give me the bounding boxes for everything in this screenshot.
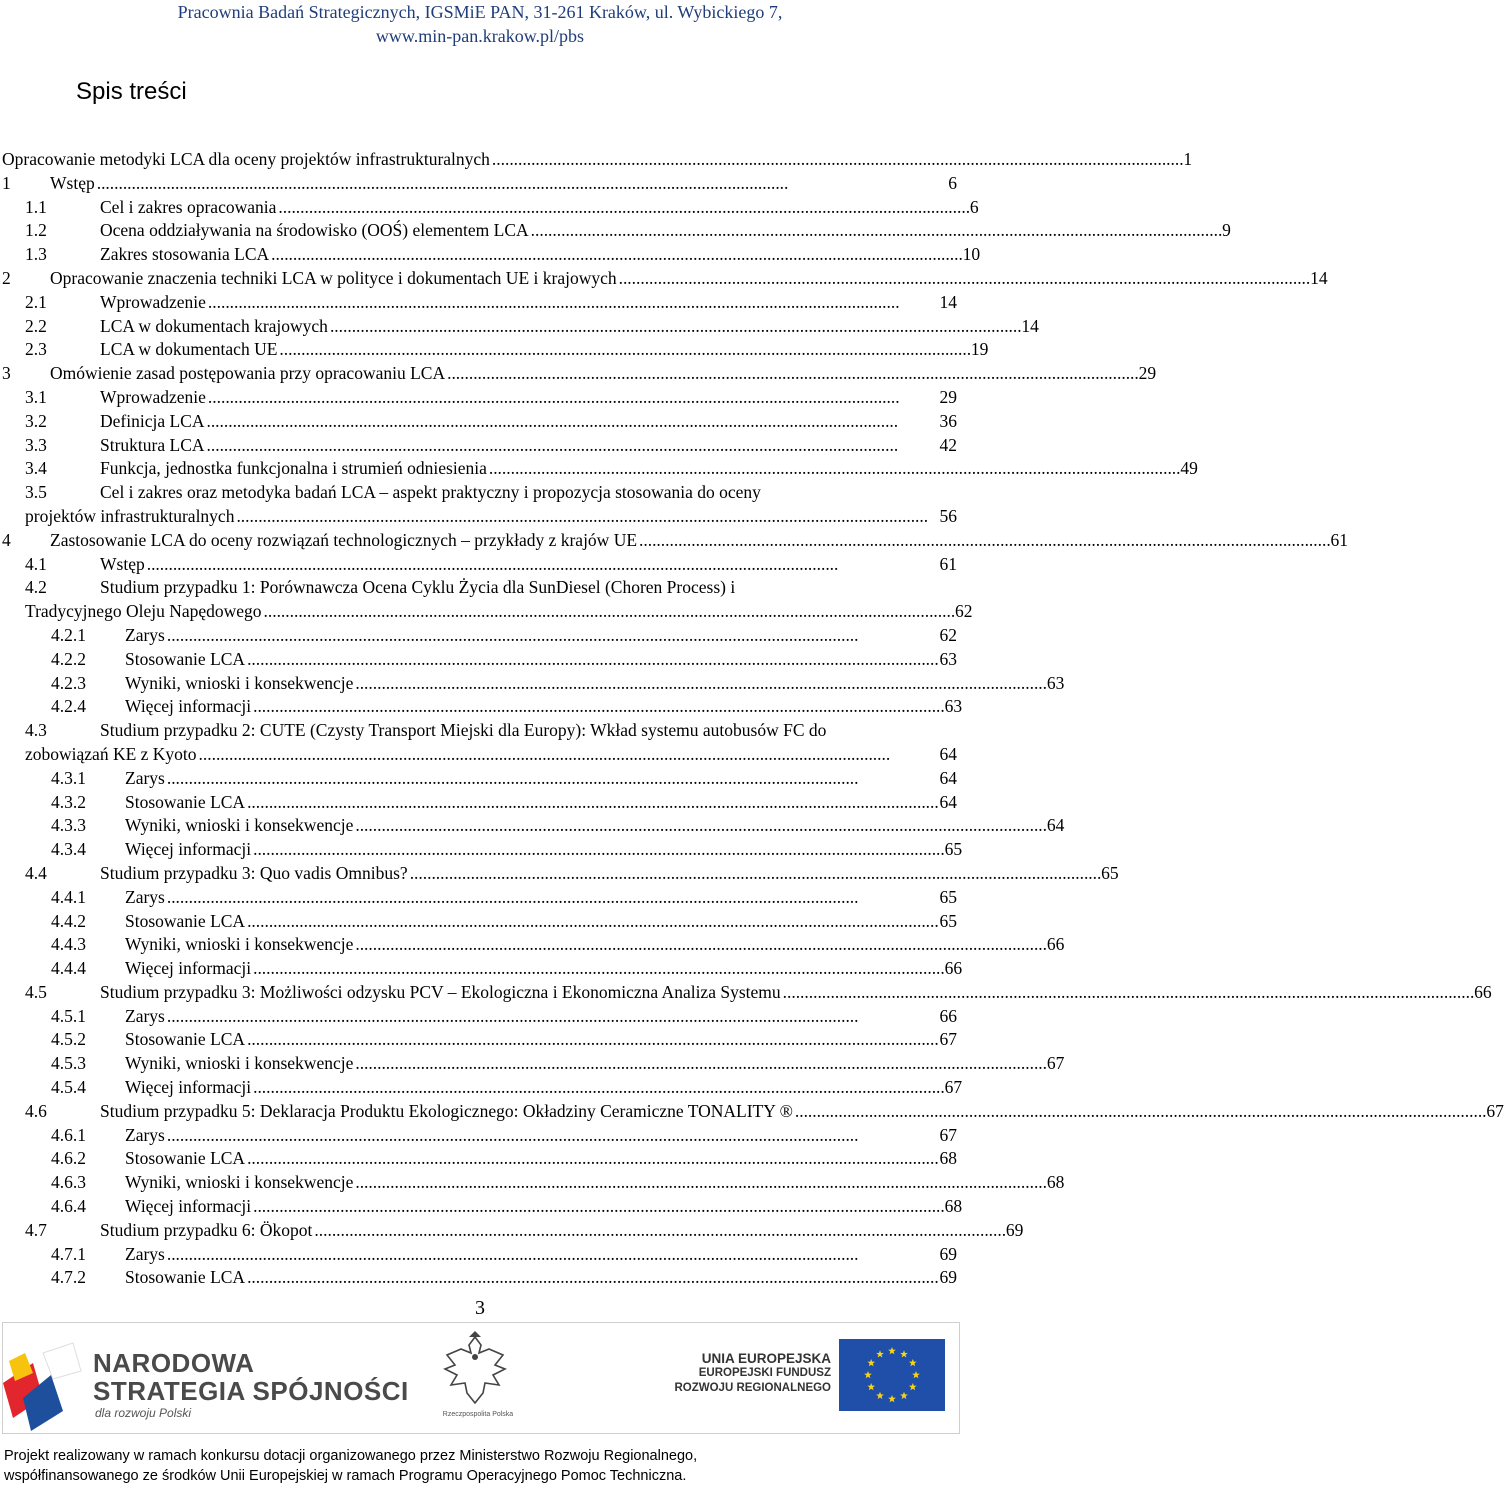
toc-entry[interactable] <box>0 862 1119 886</box>
toc-entry[interactable] <box>0 243 981 267</box>
toc-entry-line <box>0 743 960 767</box>
toc-entry-text: Wyniki, wnioski i konsekwencje <box>125 934 354 955</box>
footer-line-2: współfinansowanego ze środków Unii Europejskiej w ramach Programu Operacyjnego Pomoc Techniczna. <box>4 1468 687 1484</box>
toc-entry-number: 4.2 <box>25 577 47 598</box>
toc-entry-number: 4.3.3 <box>51 815 86 836</box>
toc-entry[interactable] <box>0 148 1193 172</box>
toc-entry-number: 3.5 <box>25 482 47 503</box>
toc-entry[interactable] <box>0 1028 960 1052</box>
toc-entry-text: Zarys <box>125 886 165 907</box>
toc-entry-page: 36 <box>939 410 957 431</box>
toc-entry-text-continued: projektów infrastrukturalnych <box>25 505 235 526</box>
toc-entry-text: Definicja LCA <box>100 410 205 431</box>
toc-entry-page: 56 <box>939 505 957 526</box>
toc-entry-number: 4.2.4 <box>51 696 86 717</box>
toc-entry-page: 63 <box>939 648 957 669</box>
toc-entry-text: Wyniki, wnioski i konsekwencje <box>125 1172 354 1193</box>
toc-entry[interactable] <box>0 196 979 220</box>
toc-entry[interactable] <box>0 338 989 362</box>
toc-entry[interactable] <box>0 648 960 672</box>
toc-entry[interactable] <box>0 1052 1065 1076</box>
toc-entry-line <box>0 814 1065 838</box>
toc-entry-line <box>0 172 960 196</box>
toc-leader-dots <box>253 695 942 719</box>
toc-entry-number: 1.2 <box>25 220 47 241</box>
footer-line-1: Projekt realizowany w ramach konkursu dotacji organizowanego przez Ministerstwo Rozwoju Regionalnego, <box>4 1448 698 1464</box>
toc-entry[interactable] <box>0 576 973 624</box>
toc-leader-dots <box>410 862 1099 886</box>
header-institution: Pracownia Badań Strategicznych, IGSMiE PAN, 31-261 Kraków, ul. Wybickiego 7, <box>177 2 783 22</box>
toc-entry-text: Więcej informacji <box>125 839 252 860</box>
toc-entry[interactable] <box>0 1171 1065 1195</box>
toc-entry-number: 3 <box>2 363 11 384</box>
toc-entry-text: Studium przypadku 5: Deklaracja Produktu Ekologicznego: Okładziny Ceramiczne TONALITY ® <box>100 1100 793 1121</box>
toc-entry-text: Wyniki, wnioski i konsekwencje <box>125 672 354 693</box>
toc-leader-dots <box>314 1219 1003 1243</box>
toc-entry-text: Wstęp <box>100 553 145 574</box>
toc-entry-line <box>0 672 1065 696</box>
toc-leader-dots <box>247 1147 937 1171</box>
toc-entry-page: 6 <box>969 196 979 217</box>
toc-entry-number: 2 <box>2 267 11 288</box>
toc-entry[interactable] <box>0 1124 960 1148</box>
toc-leader-dots <box>167 624 938 648</box>
toc-entry-text: Wstęp <box>50 172 95 193</box>
toc-entry-number: 4.4 <box>25 862 47 883</box>
toc-entry-line <box>0 315 1039 339</box>
toc-entry-number: 4.2.1 <box>51 624 86 645</box>
toc-entry-number: 4.5.2 <box>51 1029 86 1050</box>
toc-entry-page: 62 <box>939 624 957 645</box>
toc-entry-line <box>0 219 1231 243</box>
toc-leader-dots <box>355 1171 1044 1195</box>
toc-entry-text: Zakres stosowania LCA <box>100 244 270 265</box>
toc-entry-page: 68 <box>939 1148 957 1169</box>
toc-entry-page: 65 <box>939 910 957 931</box>
toc-entry-text: Omówienie zasad postępowania przy opracowaniu LCA <box>50 363 446 384</box>
toc-entry-line <box>0 1147 960 1171</box>
nss-line-2: STRATEGIA SPÓJNOŚCI <box>93 1376 409 1406</box>
toc-entry-page: 1 <box>1183 149 1193 169</box>
toc-entry-page: 68 <box>1046 1172 1065 1193</box>
toc-entry-line <box>0 1005 960 1029</box>
toc-leader-dots <box>639 529 1328 553</box>
toc-leader-dots <box>97 172 947 196</box>
rp-caption: Rzeczpospolita Polska <box>442 1411 514 1418</box>
toc-entry-line <box>0 1076 963 1100</box>
toc-entry-number: 4.4.3 <box>51 934 86 955</box>
toc-entry-line <box>0 291 960 315</box>
funding-banner <box>2 1322 960 1434</box>
toc-entry[interactable] <box>0 410 960 434</box>
toc-entry-page: 49 <box>1180 458 1198 479</box>
toc-entry[interactable] <box>0 910 960 934</box>
toc-entry-page: 62 <box>955 601 973 622</box>
toc-entry[interactable] <box>0 981 1492 1005</box>
eu-line-2: EUROPEJSKI FUNDUSZ <box>698 1367 831 1379</box>
toc-entry-line <box>0 624 960 648</box>
toc-entry-line <box>0 267 1328 291</box>
toc-entry-number: 4.4.1 <box>51 886 86 907</box>
toc-leader-dots <box>167 767 938 791</box>
toc-entry-text: Opracowanie metodyki LCA dla oceny projektów infrastrukturalnych <box>2 149 490 169</box>
toc-entry-page: 61 <box>1330 529 1349 550</box>
toc-entry-line <box>0 386 960 410</box>
toc-entry-page: 61 <box>939 553 957 574</box>
toc-entry[interactable] <box>0 886 960 910</box>
toc-leader-dots <box>447 362 1136 386</box>
toc-entry-number: 4.6.4 <box>51 1196 86 1217</box>
toc-entry-line <box>0 1243 960 1267</box>
toc-entry-text: Więcej informacji <box>125 958 252 979</box>
toc-entry-number: 4.7.2 <box>51 1267 86 1288</box>
toc-entry-page: 14 <box>939 291 957 312</box>
toc-leader-dots <box>247 1266 937 1290</box>
toc-leader-dots <box>253 1195 942 1219</box>
toc-entry-line <box>0 243 981 267</box>
toc-entry-page: 65 <box>1101 862 1119 883</box>
polish-eagle-icon <box>433 1331 517 1409</box>
toc-entry-line <box>0 1266 960 1290</box>
toc-entry[interactable] <box>0 624 960 648</box>
toc-entry-text: Stosowanie LCA <box>125 1029 246 1050</box>
toc-entry-line <box>0 553 960 577</box>
toc-entry-text: Stosowanie LCA <box>125 1148 246 1169</box>
toc-entry-page: 66 <box>939 1005 957 1026</box>
toc-entry-text: Wprowadzenie <box>100 386 206 407</box>
toc-entry-text: Stosowanie LCA <box>125 648 246 669</box>
toc-entry-page: 69 <box>939 1243 957 1264</box>
toc-entry[interactable] <box>0 957 963 981</box>
toc-entry-number: 4.6 <box>25 1100 47 1121</box>
toc-entry-page: 66 <box>1474 981 1492 1002</box>
toc-leader-dots <box>167 1124 938 1148</box>
toc-entry-number: 2.2 <box>25 315 47 336</box>
toc-entry-page: 64 <box>939 743 957 764</box>
toc-entry-line <box>0 933 1065 957</box>
toc-entry-page: 63 <box>944 696 963 717</box>
toc-entry-page: 66 <box>1046 934 1065 955</box>
toc-leader-dots <box>355 933 1044 957</box>
toc-leader-dots <box>147 553 938 577</box>
toc-entry[interactable] <box>0 315 1039 339</box>
toc-entry-page: 29 <box>939 386 957 407</box>
toc-leader-dots <box>247 910 937 934</box>
toc-leader-dots <box>247 1028 937 1052</box>
toc-entry-text: Zarys <box>125 1243 165 1264</box>
toc-entry-text: Zarys <box>125 1005 165 1026</box>
toc-entry-line <box>0 791 960 815</box>
toc-entry-text: LCA w dokumentach UE <box>100 339 278 360</box>
toc-entry-number: 4.5.1 <box>51 1005 86 1026</box>
toc-entry-page: 69 <box>1005 1219 1024 1240</box>
toc-leader-dots <box>208 386 938 410</box>
toc-entry-line <box>0 648 960 672</box>
toc-entry-page: 29 <box>1138 363 1157 384</box>
eu-line-1: UNIA EUROPEJSKA <box>701 1351 831 1366</box>
page-footer <box>4 1446 954 1486</box>
toc-entry-text: Wprowadzenie <box>100 291 206 312</box>
toc-entry-line <box>0 1219 1024 1243</box>
toc-entry[interactable] <box>0 1100 1504 1124</box>
toc-entry-number: 1.3 <box>25 244 47 265</box>
toc-entry-text: Wyniki, wnioski i konsekwencje <box>125 1053 354 1074</box>
toc-leader-dots <box>199 743 938 767</box>
toc-entry-line <box>0 719 960 743</box>
toc-entry[interactable] <box>0 386 960 410</box>
toc-entry[interactable] <box>0 172 960 196</box>
toc-entry-line <box>0 600 973 624</box>
toc-entry-text: Więcej informacji <box>125 1077 252 1098</box>
toc-leader-dots <box>167 886 938 910</box>
toc-entry[interactable] <box>0 1219 1024 1243</box>
toc-entry-number: 3.2 <box>25 410 47 431</box>
toc-entry-text: Cel i zakres oraz metodyka badań LCA – aspekt praktyczny i propozycja stosowania do oceny <box>100 482 761 503</box>
table-of-contents <box>0 148 1504 1290</box>
toc-entry[interactable] <box>0 291 960 315</box>
toc-leader-dots <box>253 1076 942 1100</box>
toc-leader-dots <box>271 243 960 267</box>
toc-leader-dots <box>236 505 937 529</box>
toc-entry[interactable] <box>0 267 1328 291</box>
toc-entry-page: 64 <box>1046 815 1065 836</box>
toc-entry-number: 4.3.1 <box>51 767 86 788</box>
toc-leader-dots <box>531 219 1220 243</box>
toc-entry-text: Więcej informacji <box>125 1196 252 1217</box>
toc-entry-text: Stosowanie LCA <box>125 1267 246 1288</box>
toc-entry-number: 3.3 <box>25 434 47 455</box>
toc-entry-number: 4.5.3 <box>51 1053 86 1074</box>
toc-entry-text: Ocena oddziaływania na środowisko (OOŚ) elementem LCA <box>100 220 529 241</box>
toc-entry[interactable] <box>0 719 960 767</box>
toc-leader-dots <box>489 457 1178 481</box>
toc-leader-dots <box>795 1100 1484 1124</box>
toc-entry-line <box>0 481 960 505</box>
toc-entry-number: 4.6.1 <box>51 1124 86 1145</box>
toc-entry-page: 14 <box>1021 315 1039 336</box>
toc-entry[interactable] <box>0 791 960 815</box>
toc-entry-line <box>0 410 960 434</box>
toc-entry[interactable] <box>0 672 1065 696</box>
toc-entry[interactable] <box>0 362 1157 386</box>
toc-entry-page: 67 <box>944 1077 963 1098</box>
nss-logo-icon <box>3 1323 93 1433</box>
toc-entry-page: 64 <box>939 767 957 788</box>
toc-entry-line <box>0 1100 1504 1124</box>
toc-entry-line <box>0 434 960 458</box>
toc-entry-line <box>0 957 963 981</box>
toc-entry-number: 4.2.3 <box>51 672 86 693</box>
toc-entry-page: 67 <box>939 1124 957 1145</box>
toc-entry-text: Studium przypadku 1: Porównawcza Ocena Cyklu Życia dla SunDiesel (Choren Process) i <box>100 577 736 598</box>
toc-leader-dots <box>355 672 1044 696</box>
page-header <box>0 0 960 48</box>
toc-entry-page: 10 <box>962 244 981 265</box>
toc-leader-dots <box>783 981 1472 1005</box>
toc-entry-number: 3.4 <box>25 458 47 479</box>
toc-entry-line <box>0 1124 960 1148</box>
toc-entry[interactable] <box>0 1266 960 1290</box>
toc-entry-page: 65 <box>939 886 957 907</box>
toc-entry-page: 65 <box>944 839 963 860</box>
toc-entry-text-continued: zobowiązań KE z Kyoto <box>25 743 197 764</box>
toc-entry[interactable] <box>0 838 963 862</box>
toc-leader-dots <box>619 267 1308 291</box>
toc-entry-page: 19 <box>970 339 989 360</box>
toc-entry-number: 4.6.3 <box>51 1172 86 1193</box>
toc-entry-line <box>0 981 1492 1005</box>
toc-entry-text: Funkcja, jednostka funkcjonalna i strumień odniesienia <box>100 458 487 479</box>
toc-entry[interactable] <box>0 529 1349 553</box>
toc-leader-dots <box>247 791 937 815</box>
toc-leader-dots <box>264 600 953 624</box>
toc-entry[interactable] <box>0 434 960 458</box>
toc-entry[interactable] <box>0 1243 960 1267</box>
toc-entry[interactable] <box>0 553 960 577</box>
toc-entry-line <box>0 1195 963 1219</box>
eu-line-3: ROZWOJU REGIONALNEGO <box>674 1382 831 1394</box>
toc-entry-text: Struktura LCA <box>100 434 205 455</box>
toc-entry-number: 4.5 <box>25 981 47 1002</box>
eu-flag-icon <box>839 1339 945 1411</box>
toc-entry-number: 3.1 <box>25 386 47 407</box>
toc-entry-page: 67 <box>1486 1100 1504 1121</box>
toc-leader-dots <box>492 148 1181 172</box>
toc-entry[interactable] <box>0 457 1198 481</box>
toc-leader-dots <box>355 1052 1044 1076</box>
toc-entry-line <box>0 910 960 934</box>
toc-entry-line <box>0 1171 1065 1195</box>
toc-entry-page: 63 <box>1046 672 1065 693</box>
toc-entry-text: Zastosowanie LCA do oceny rozwiązań technologicznych – przykłady z krajów UE <box>50 529 638 550</box>
toc-leader-dots <box>253 957 942 981</box>
toc-leader-dots <box>355 814 1044 838</box>
toc-entry[interactable] <box>0 1195 963 1219</box>
toc-entry-number: 4.4.2 <box>51 910 86 931</box>
toc-entry-page: 42 <box>939 434 957 455</box>
toc-entry-page: 66 <box>944 958 963 979</box>
toc-entry-text: Wyniki, wnioski i konsekwencje <box>125 815 354 836</box>
toc-entry-text: Studium przypadku 3: Możliwości odzysku PCV – Ekologiczna i Ekonomiczna Analiza Systemu <box>100 981 781 1002</box>
toc-entry-page: 67 <box>1046 1053 1065 1074</box>
toc-entry-page: 69 <box>939 1267 957 1288</box>
toc-title: Spis treści <box>76 78 187 105</box>
toc-entry-text: Studium przypadku 3: Quo vadis Omnibus? <box>100 862 408 883</box>
toc-entry-number: 4.3 <box>25 720 47 741</box>
toc-entry-text-continued: Tradycyjnego Oleju Napędowego <box>25 601 262 622</box>
toc-entry-line <box>0 862 1119 886</box>
toc-entry-line <box>0 838 963 862</box>
toc-entry-line <box>0 457 1198 481</box>
toc-entry-page: 14 <box>1310 267 1328 288</box>
page-number: 3 <box>475 1297 485 1319</box>
toc-entry[interactable] <box>0 814 1065 838</box>
toc-leader-dots <box>167 1005 938 1029</box>
toc-entry-line <box>0 362 1157 386</box>
toc-entry-line <box>0 338 989 362</box>
toc-entry-text: Zarys <box>125 1124 165 1145</box>
toc-entry[interactable] <box>0 695 963 719</box>
toc-leader-dots <box>330 315 1019 339</box>
toc-entry-line <box>0 886 960 910</box>
toc-entry-text: Cel i zakres opracowania <box>100 196 277 217</box>
eu-fund-text <box>674 1351 831 1396</box>
toc-entry-line <box>0 695 963 719</box>
toc-entry-text: LCA w dokumentach krajowych <box>100 315 328 336</box>
toc-entry[interactable] <box>0 767 960 791</box>
toc-entry-page: 6 <box>948 172 957 193</box>
toc-entry-page: 9 <box>1222 220 1231 241</box>
toc-entry-number: 4.4.4 <box>51 958 86 979</box>
toc-entry-number: 4.5.4 <box>51 1077 86 1098</box>
toc-leader-dots <box>167 1243 938 1267</box>
toc-entry-number: 4.3.2 <box>51 791 86 812</box>
toc-entry-page: 64 <box>939 791 957 812</box>
toc-leader-dots <box>207 434 938 458</box>
toc-entry-line <box>0 767 960 791</box>
toc-entry-number: 2.1 <box>25 291 47 312</box>
toc-entry-number: 1.1 <box>25 196 47 217</box>
toc-entry-text: Stosowanie LCA <box>125 910 246 931</box>
toc-leader-dots <box>208 291 938 315</box>
toc-entry-text: Zarys <box>125 624 165 645</box>
toc-entry-number: 4.7.1 <box>51 1243 86 1264</box>
toc-entry-line <box>0 529 1349 553</box>
toc-entry-page: 68 <box>944 1196 963 1217</box>
toc-entry[interactable] <box>0 219 1231 243</box>
toc-entry-number: 2.3 <box>25 339 47 360</box>
toc-entry-number: 4.7 <box>25 1219 47 1240</box>
toc-entry-number: 4.2.2 <box>51 648 86 669</box>
toc-entry-line <box>0 148 1193 172</box>
nss-subtitle: dla rozwoju Polski <box>95 1406 192 1420</box>
toc-entry-text: Opracowanie znaczenia techniki LCA w polityce i dokumentach UE i krajowych <box>50 267 617 288</box>
toc-entry-text: Stosowanie LCA <box>125 791 246 812</box>
toc-leader-dots <box>247 648 937 672</box>
toc-entry-text: Studium przypadku 6: Ökopot <box>100 1219 313 1240</box>
toc-entry-line <box>0 196 979 220</box>
nss-line-1: NARODOWA <box>93 1348 255 1378</box>
toc-entry[interactable] <box>0 1147 960 1171</box>
toc-entry-text: Studium przypadku 2: CUTE (Czysty Transport Miejski dla Europy): Wkład systemu autobusów FC do <box>100 720 827 741</box>
toc-leader-dots <box>253 838 942 862</box>
toc-entry[interactable] <box>0 933 1065 957</box>
toc-entry-line <box>0 576 960 600</box>
toc-entry-text: Więcej informacji <box>125 696 252 717</box>
toc-entry-line <box>0 505 960 529</box>
toc-leader-dots <box>279 338 968 362</box>
toc-entry-number: 1 <box>2 172 11 193</box>
toc-entry-number: 4.1 <box>25 553 47 574</box>
toc-entry[interactable] <box>0 1005 960 1029</box>
toc-entry-page: 67 <box>939 1029 957 1050</box>
nss-logo-text <box>93 1349 409 1405</box>
toc-entry-text: Zarys <box>125 767 165 788</box>
toc-entry-number: 4 <box>2 529 11 550</box>
toc-entry-line <box>0 1052 1065 1076</box>
toc-entry[interactable] <box>0 1076 963 1100</box>
toc-entry-line <box>0 1028 960 1052</box>
toc-leader-dots <box>206 410 937 434</box>
toc-entry-number: 4.3.4 <box>51 839 86 860</box>
toc-entry-number: 4.6.2 <box>51 1148 86 1169</box>
toc-leader-dots <box>278 196 967 220</box>
header-url[interactable]: www.min-pan.krakow.pl/pbs <box>375 26 585 46</box>
toc-entry[interactable] <box>0 481 960 529</box>
